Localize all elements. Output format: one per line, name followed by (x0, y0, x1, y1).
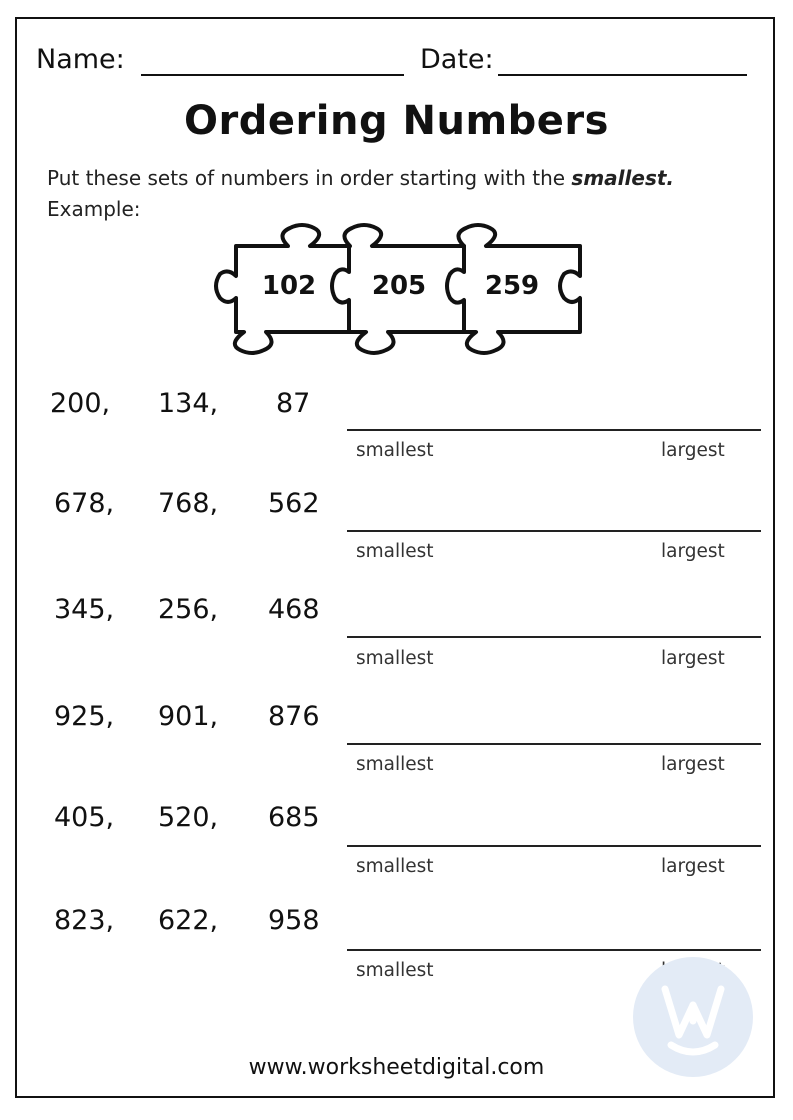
row-number: 134, (158, 388, 219, 419)
smallest-label: smallest (356, 648, 434, 669)
smallest-label: smallest (356, 960, 434, 981)
row-number: 622, (158, 905, 219, 936)
example-piece-1: 102 (261, 271, 317, 301)
answer-line[interactable] (347, 743, 761, 745)
row-number: 685 (268, 802, 320, 833)
row-number: 925, (54, 701, 115, 732)
row-number: 405, (54, 802, 115, 833)
example-label: Example: (47, 197, 141, 221)
answer-line[interactable] (347, 949, 761, 951)
smallest-label: smallest (356, 440, 434, 461)
smallest-label: smallest (356, 541, 434, 562)
smallest-label: smallest (356, 856, 434, 877)
row-number: 901, (158, 701, 219, 732)
name-label: Name: (36, 44, 125, 75)
row-number: 958 (268, 905, 320, 936)
page-title: Ordering Numbers (184, 98, 609, 144)
example-piece-3: 259 (484, 271, 540, 301)
largest-label: largest (661, 856, 725, 877)
instructions-text: Put these sets of numbers in order starting with the (47, 166, 572, 190)
row-number: 678, (54, 488, 115, 519)
instructions (47, 166, 674, 190)
row-number: 562 (268, 488, 320, 519)
row-number: 256, (158, 594, 219, 625)
largest-label: largest (661, 648, 725, 669)
example-piece-2: 205 (371, 271, 427, 301)
row-number: 520, (158, 802, 219, 833)
date-field[interactable] (498, 74, 747, 76)
name-field[interactable] (141, 74, 404, 76)
answer-line[interactable] (347, 636, 761, 638)
row-number: 468 (268, 594, 320, 625)
example-puzzle (202, 214, 592, 363)
smallest-label: smallest (356, 754, 434, 775)
largest-label: largest (661, 440, 725, 461)
date-label: Date: (420, 44, 494, 75)
largest-label: largest (661, 754, 725, 775)
row-number: 345, (54, 594, 115, 625)
footer-url[interactable]: www.worksheetdigital.com (248, 1055, 545, 1080)
row-number: 200, (50, 388, 111, 419)
answer-line[interactable] (347, 845, 761, 847)
largest-label: largest (661, 541, 725, 562)
row-number: 768, (158, 488, 219, 519)
row-number: 823, (54, 905, 115, 936)
instructions-emphasis: smallest. (571, 166, 674, 190)
row-number: 87 (276, 388, 311, 419)
answer-line[interactable] (347, 429, 761, 431)
answer-line[interactable] (347, 530, 761, 532)
row-number: 876 (268, 701, 320, 732)
